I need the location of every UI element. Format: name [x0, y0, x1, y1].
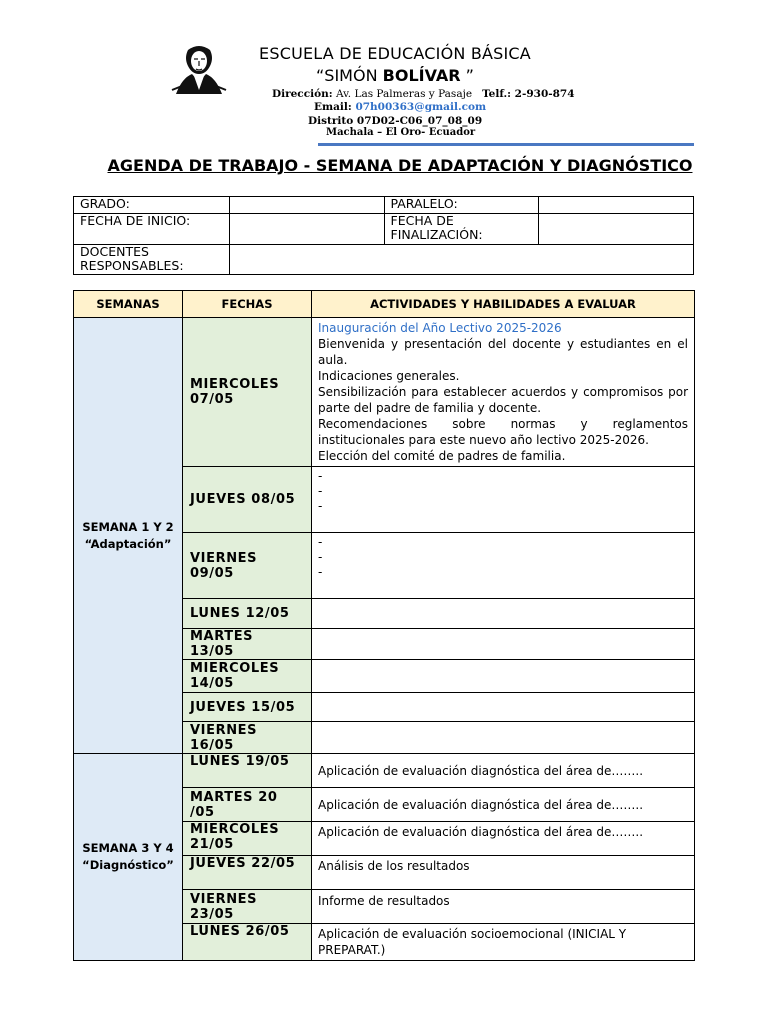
fecha-inicio-field[interactable] — [229, 214, 384, 245]
activity-cell: Inauguración del Año Lectivo 2025-2026 Bienvenida y presentación del docente y estudiantes en el aula. Indicaciones generales. Sensibilización para establecer acuerdos y compromisos por parte del padre de familia y docente. Recomendaciones sobre normas y reglamentos institucionales para este nuevo año lectivo 2025-2026. Elección del comité de padres de familia. — [312, 318, 695, 467]
header-divider — [318, 143, 694, 146]
activity-cell: Aplicación de evaluación diagnóstica del área de…….. — [312, 754, 695, 788]
date-cell: LUNES 26/05 — [183, 924, 312, 961]
activity-cell: - - - — [312, 533, 695, 599]
date-cell: JUEVES 22/05 — [183, 856, 312, 890]
address-line: Dirección: Av. Las Palmeras y Pasaje Telf.: 2-930-874 — [272, 88, 575, 100]
header-semanas: SEMANAS — [74, 291, 183, 318]
date-cell: MARTES 13/05 — [183, 629, 312, 660]
activity-cell — [312, 599, 695, 629]
fecha-fin-field[interactable] — [539, 214, 694, 245]
header-fechas: FECHAS — [183, 291, 312, 318]
paralelo-field[interactable] — [539, 197, 694, 214]
activity-cell: Aplicación de evaluación socioemocional (INICIAL Y PREPARAT.) — [312, 924, 695, 961]
district-line: Distrito 07D02-C06_07_08_09 — [308, 115, 483, 127]
page-title: AGENDA DE TRABAJO - SEMANA DE ADAPTACIÓN Y DIAGNÓSTICO — [107, 156, 693, 175]
week-diagnostico: SEMANA 3 Y 4 “Diagnóstico” — [74, 754, 183, 961]
activity-cell: Aplicación de evaluación diagnóstica del área de…….. — [312, 822, 695, 856]
activity-cell — [312, 722, 695, 754]
activity-cell — [312, 660, 695, 693]
date-cell: JUEVES 15/05 — [183, 693, 312, 722]
docentes-label: DOCENTES RESPONSABLES: — [74, 245, 230, 275]
email-line: Email: 07h00363@gmail.com — [314, 101, 487, 113]
activity-cell — [312, 693, 695, 722]
city-line: Machala – El Oro- Ecuador — [326, 127, 476, 138]
table-row — [74, 318, 695, 467]
activity-cell: - - - — [312, 467, 695, 533]
date-cell: MIERCOLES 14/05 — [183, 660, 312, 693]
email-link[interactable]: 07h00363@gmail.com — [355, 101, 487, 113]
date-cell: VIERNES 09/05 — [183, 533, 312, 599]
agenda-table — [73, 290, 695, 961]
activity-cell — [312, 629, 695, 660]
table-row — [74, 754, 695, 788]
date-cell: MIERCOLES 07/05 — [183, 318, 312, 467]
fecha-inicio-label: FECHA DE INICIO: — [74, 214, 230, 245]
date-cell: JUEVES 08/05 — [183, 467, 312, 533]
school-subtitle: “SIMÓN BOLÍVAR ” — [316, 66, 474, 85]
fecha-fin-label: FECHA DE FINALIZACIÓN: — [384, 214, 539, 245]
week-adaptacion: SEMANA 1 Y 2 “Adaptación” — [74, 318, 183, 754]
date-cell: VIERNES 16/05 — [183, 722, 312, 754]
date-cell: MARTES 20 /05 — [183, 788, 312, 822]
activity-cell: Informe de resultados — [312, 890, 695, 924]
date-cell: MIERCOLES 21/05 — [183, 822, 312, 856]
activity-cell: Análisis de los resultados — [312, 856, 695, 890]
date-cell: VIERNES 23/05 — [183, 890, 312, 924]
paralelo-label: PARALELO: — [384, 197, 539, 214]
grado-field[interactable] — [229, 197, 384, 214]
activity-cell: Aplicación de evaluación diagnóstica del área de…….. — [312, 788, 695, 822]
grado-label: GRADO: — [74, 197, 230, 214]
info-table — [73, 196, 694, 275]
school-name: ESCUELA DE EDUCACIÓN BÁSICA — [259, 44, 531, 63]
header-actividades: ACTIVIDADES Y HABILIDADES A EVALUAR — [312, 291, 695, 318]
inauguracion-text: Inauguración del Año Lectivo 2025-2026 — [318, 321, 562, 335]
date-cell: LUNES 12/05 — [183, 599, 312, 629]
docentes-field[interactable] — [229, 245, 693, 275]
date-cell: LUNES 19/05 — [183, 754, 312, 788]
